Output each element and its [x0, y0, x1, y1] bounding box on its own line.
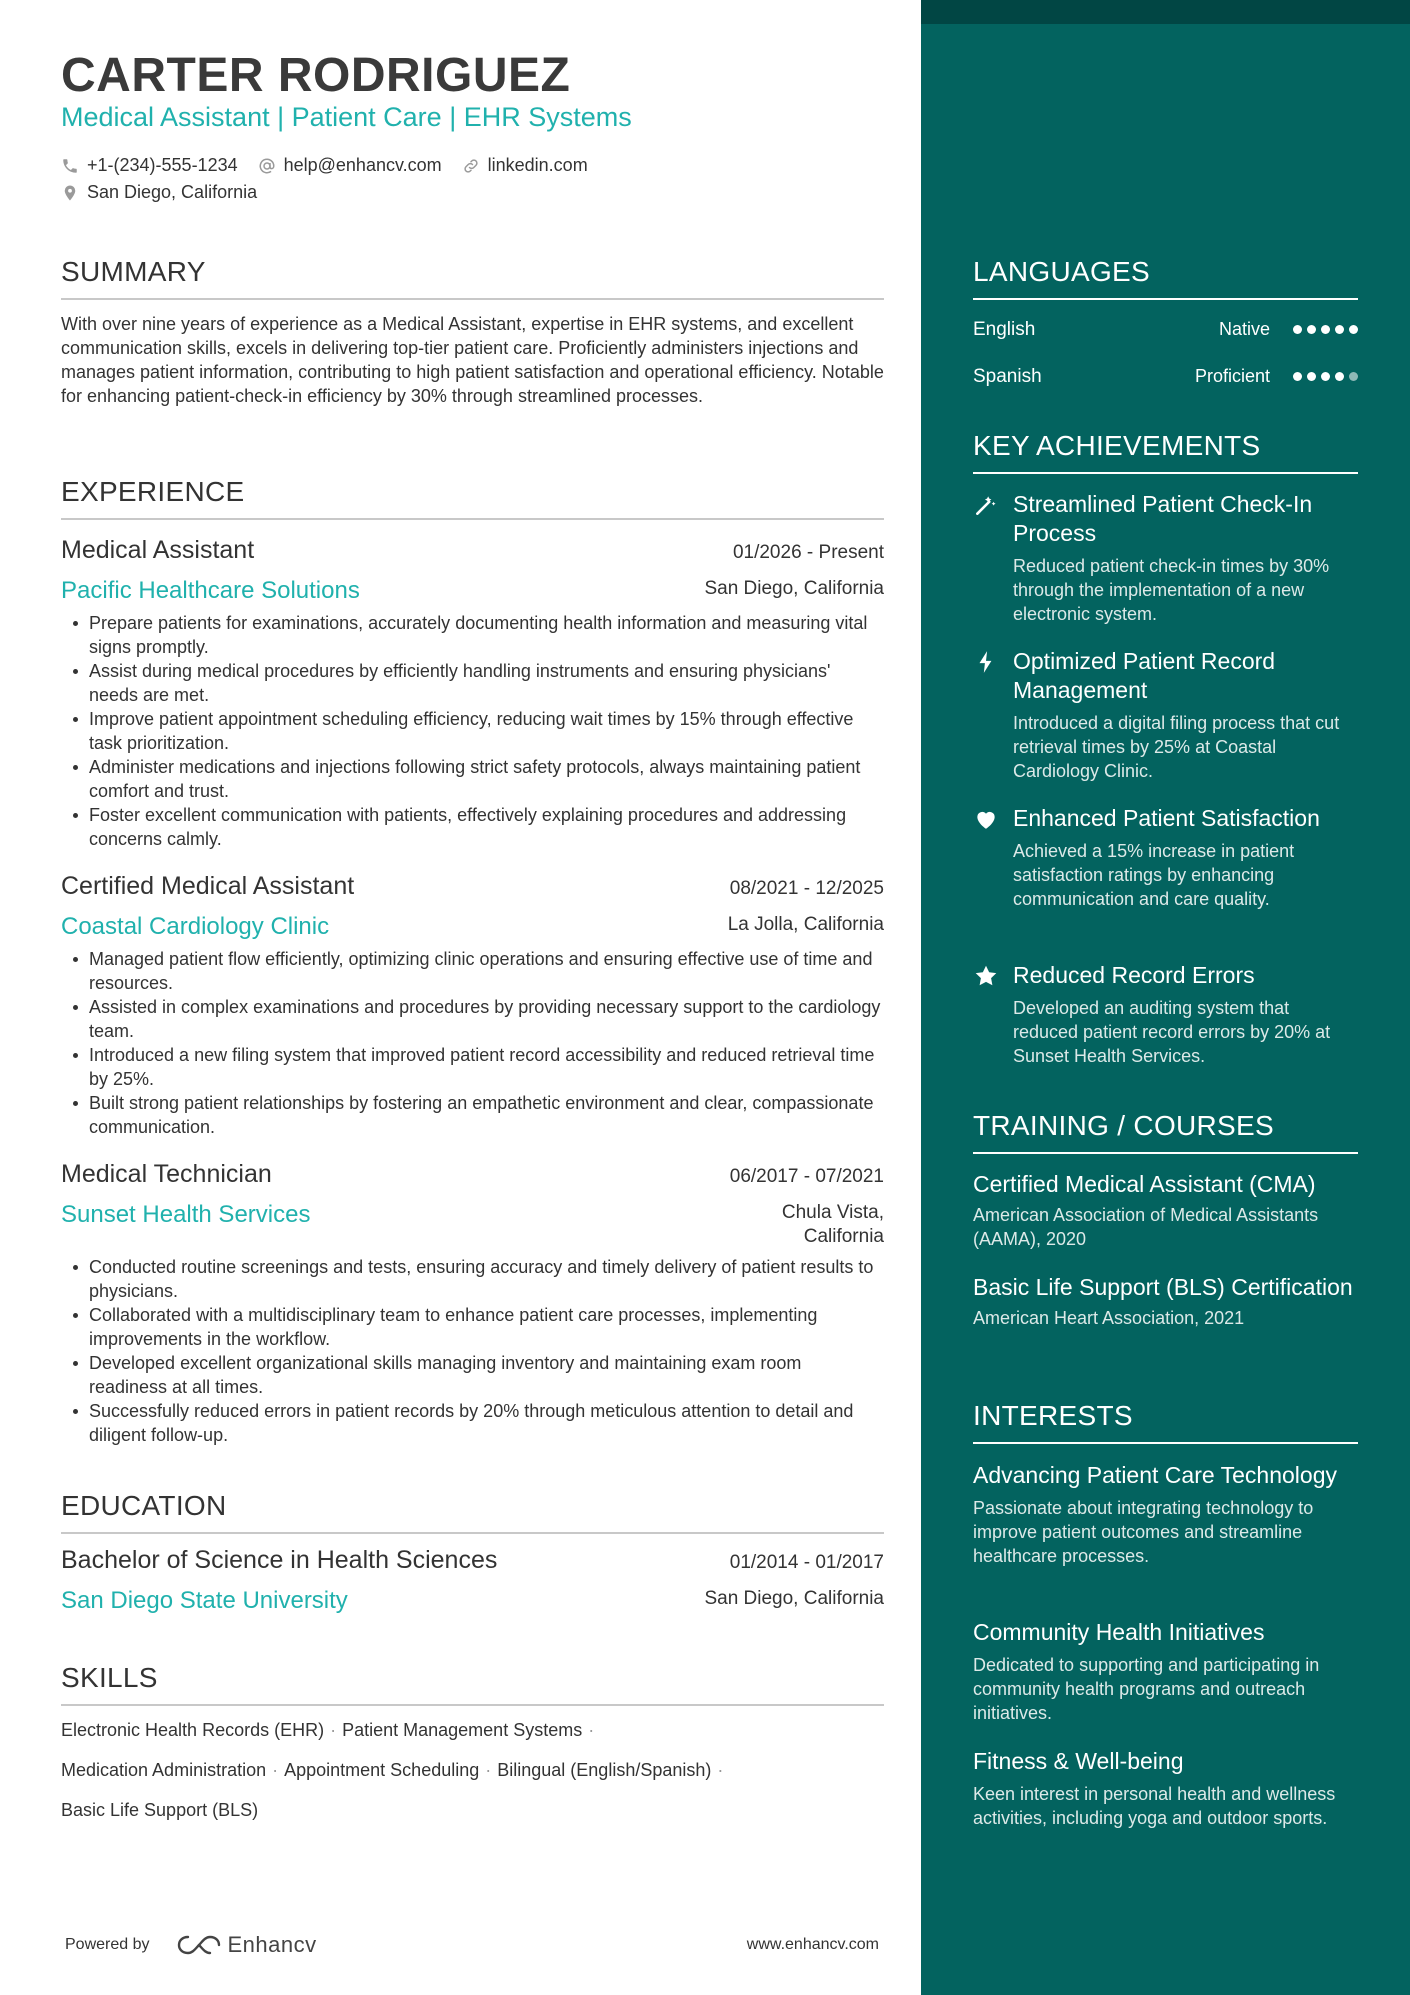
- rating-dot: [1307, 325, 1316, 334]
- rating-dot: [1293, 325, 1302, 334]
- bullet-item: Managed patient flow efficiently, optimizing clinic operations and ensuring effective use of time and resources.: [61, 947, 884, 995]
- summary-title: SUMMARY: [61, 256, 206, 287]
- bullet-item: Developed excellent organizational skills managing inventory and maintaining exam room readiness at all times.: [61, 1351, 884, 1399]
- skill-item: Basic Life Support (BLS): [61, 1800, 259, 1820]
- experience-title: EXPERIENCE: [61, 476, 245, 507]
- phone-text: +1-(234)-555-1234: [87, 155, 238, 175]
- language-level: Proficient: [1194, 366, 1270, 386]
- training-title: TRAINING / COURSES: [973, 1110, 1274, 1141]
- divider: [973, 1442, 1358, 1444]
- divider: [973, 298, 1358, 300]
- rating-dot: [1321, 372, 1330, 381]
- education-title: EDUCATION: [61, 1490, 227, 1521]
- brand-name: Enhancv: [227, 1932, 317, 1957]
- divider: [973, 1152, 1358, 1154]
- course-org: American Heart Association, 2021: [973, 1308, 1245, 1328]
- rating-dot: [1293, 372, 1302, 381]
- experience-item: [61, 1160, 884, 1447]
- summary-section: [61, 256, 884, 408]
- job-title: Medical Technician: [61, 1160, 272, 1188]
- skills-section: [61, 1662, 884, 1838]
- interest-title: Fitness & Well-being: [973, 1748, 1184, 1774]
- achievement-item: [973, 961, 1358, 1068]
- powered-by-label: Powered by: [65, 1936, 150, 1953]
- education-location: San Diego, California: [704, 1588, 884, 1609]
- job-title: Medical Assistant: [61, 536, 255, 564]
- interest-desc: Keen interest in personal health and wellness activities, including yoga and outdoor sports.: [973, 1784, 1336, 1828]
- interests-title: INTERESTS: [973, 1400, 1133, 1431]
- course-item: [973, 1170, 1358, 1251]
- language-name: Spanish: [973, 365, 1042, 387]
- bullet-item: Assisted in complex examinations and procedures by providing necessary support to the cardiology team.: [61, 995, 884, 1043]
- divider: [61, 298, 884, 300]
- job-location-line: California: [803, 1226, 884, 1247]
- company-name: Sunset Health Services: [61, 1201, 311, 1228]
- job-location: San Diego, California: [704, 578, 884, 599]
- rating-dot: [1335, 372, 1344, 381]
- skill-item: Electronic Health Records (EHR): [61, 1720, 325, 1740]
- experience-item: [61, 872, 884, 1139]
- interest-desc: Dedicated to supporting and participating in community health programs and outreach initiatives.: [973, 1655, 1320, 1723]
- course-title: Certified Medical Assistant (CMA): [973, 1171, 1316, 1197]
- bullet-item: Improve patient appointment scheduling efficiency, reducing wait times by 15% through effective task prioritization.: [61, 707, 884, 755]
- job-location-line: Chula Vista,: [781, 1202, 884, 1223]
- achievement-item: [973, 804, 1358, 911]
- footer-url[interactable]: www.enhancv.com: [746, 1936, 879, 1953]
- languages-title: LANGUAGES: [973, 256, 1150, 287]
- company-name: Coastal Cardiology Clinic: [61, 913, 330, 940]
- sidebar: [921, 0, 1410, 1995]
- bullet-item: Successfully reduced errors in patient records by 20% through meticulous attention to detail and diligent follow-up.: [61, 1399, 884, 1447]
- star-icon: [973, 963, 999, 989]
- achievements-section: [973, 430, 1358, 474]
- course-org: American Association of Medical Assistants (AAMA), 2020: [973, 1205, 1319, 1249]
- candidate-name: CARTER RODRIGUEZ: [61, 49, 571, 102]
- interests-section: [973, 1400, 1358, 1444]
- bullet-item: Conducted routine screenings and tests, ensuring accuracy and timely delivery of patient results to physicians.: [61, 1255, 884, 1303]
- achievement-desc: Developed an auditing system that reduced patient record errors by 20% at Sunset Health Services.: [1013, 998, 1331, 1066]
- experience-item: [61, 536, 884, 851]
- rating-dot: [1335, 325, 1344, 334]
- job-location: La Jolla, California: [727, 914, 884, 935]
- brand-logo[interactable]: [176, 1932, 317, 1958]
- course-title: Basic Life Support (BLS) Certification: [973, 1274, 1353, 1300]
- achievement-desc: Reduced patient check-in times by 30% through the implementation of a new electronic system.: [1013, 556, 1330, 624]
- rating-dot: [1321, 325, 1330, 334]
- email-text: help@enhancv.com: [283, 155, 442, 175]
- language-name: English: [973, 318, 1036, 340]
- contact-email[interactable]: [258, 155, 442, 176]
- divider: [61, 1532, 884, 1534]
- job-date: 08/2021 - 12/2025: [729, 878, 884, 899]
- achievement-title: Enhanced Patient Satisfaction: [1013, 805, 1320, 831]
- interest-desc: Passionate about integrating technology to improve patient outcomes and streamline healthcare processes.: [973, 1498, 1314, 1566]
- language-level: Native: [1218, 319, 1270, 339]
- education-section: [61, 1490, 884, 1615]
- interest-item: [973, 1747, 1358, 1830]
- skill-item: Bilingual (English/Spanish): [497, 1760, 712, 1780]
- location-text: San Diego, California: [87, 182, 258, 202]
- achievement-desc: Introduced a digital filing process that cut retrieval times by 25% at Coastal Cardiology Clinic.: [1013, 713, 1340, 781]
- job-bullets: [61, 947, 884, 1139]
- divider: [973, 472, 1358, 474]
- job-location: [782, 1201, 884, 1249]
- contact-phone[interactable]: [61, 155, 238, 176]
- bullet-item: Collaborated with a multidisciplinary team to enhance patient care processes, implementing improvements in the workflow.: [61, 1303, 884, 1351]
- course-item: [973, 1273, 1358, 1330]
- footer: [65, 1932, 879, 1958]
- linkedin-text: linkedin.com: [487, 155, 588, 175]
- bullet-item: Assist during medical procedures by efficiently handling instruments and ensuring physicians' needs are met.: [61, 659, 884, 707]
- job-bullets: [61, 1255, 884, 1447]
- divider: [61, 1704, 884, 1706]
- bullet-item: Administer medications and injections following strict safety protocols, always maintaining patient comfort and trust.: [61, 755, 884, 803]
- contact-info: [61, 152, 884, 206]
- headline: Medical Assistant | Patient Care | EHR Systems: [61, 102, 632, 132]
- rating-dot: [1307, 372, 1316, 381]
- magic-wand-icon: [973, 492, 999, 518]
- bullet-item: Introduced a new filing system that improved patient record accessibility and reduced retrieval time by 25%.: [61, 1043, 884, 1091]
- skills-title: SKILLS: [61, 1662, 158, 1693]
- interest-item: [973, 1461, 1358, 1568]
- rating-dot: [1349, 325, 1358, 334]
- job-title: Certified Medical Assistant: [61, 872, 355, 900]
- interest-title: Community Health Initiatives: [973, 1619, 1265, 1645]
- achievements-title: KEY ACHIEVEMENTS: [973, 430, 1261, 461]
- rating-dot: [1349, 372, 1358, 381]
- language-item: [973, 353, 1358, 400]
- divider: [61, 518, 884, 520]
- school-name: San Diego State University: [61, 1587, 348, 1614]
- job-date: 06/2017 - 07/2021: [729, 1166, 884, 1187]
- contact-location: [61, 182, 257, 203]
- interest-item: [973, 1618, 1358, 1725]
- job-date: 01/2026 - Present: [732, 542, 884, 563]
- sidebar-top-band: [921, 0, 1410, 24]
- achievement-item: [973, 490, 1358, 626]
- location-pin-icon: [61, 184, 79, 202]
- at-icon: [258, 157, 276, 175]
- skill-item: Medication Administration: [61, 1760, 267, 1780]
- summary-text: With over nine years of experience as a Medical Assistant, expertise in EHR systems, and excellent communication skills, excels in delivering top-tier patient care. Proficiently administers injections and manages patient information, contributing to high patient satisfaction and operational efficiency. Notable for enhancing patient-check-in efficiency by 30% through streamlined processes.: [61, 314, 884, 406]
- heart-icon: [973, 806, 999, 832]
- company-name: Pacific Healthcare Solutions: [61, 577, 360, 604]
- education-date: 01/2014 - 01/2017: [729, 1552, 884, 1573]
- achievement-title: Reduced Record Errors: [1013, 962, 1255, 988]
- achievement-desc: Achieved a 15% increase in patient satisfaction ratings by enhancing communication and care quality.: [1013, 841, 1295, 909]
- contact-linkedin[interactable]: [462, 155, 588, 176]
- job-bullets: [61, 611, 884, 851]
- language-item: [973, 306, 1358, 353]
- skills-list: Electronic Health Records (EHR) · Patient Management Systems · Medication Administration · Appointment Scheduling · Bilingual (English/Spanish) · Basic Life Support (BLS): [61, 1720, 724, 1820]
- lightning-bolt-icon: [973, 649, 999, 675]
- link-icon: [462, 157, 480, 175]
- achievement-item: [973, 647, 1358, 783]
- skill-item: Appointment Scheduling: [284, 1760, 480, 1780]
- achievement-title: Optimized Patient Record Management: [1013, 648, 1276, 703]
- enhancv-logo-icon: [176, 1933, 222, 1957]
- degree: Bachelor of Science in Health Sciences: [61, 1546, 498, 1574]
- language-rating: [1288, 325, 1358, 334]
- language-rating: [1288, 372, 1358, 381]
- phone-icon: [61, 157, 79, 175]
- experience-section: [61, 476, 884, 520]
- powered-by: [65, 1932, 317, 1958]
- bullet-item: Built strong patient relationships by fostering an empathetic environment and clear, compassionate communication.: [61, 1091, 884, 1139]
- training-section: [973, 1110, 1358, 1154]
- achievement-title: Streamlined Patient Check-In Process: [1013, 491, 1313, 546]
- bullet-item: Prepare patients for examinations, accurately documenting health information and measuring vital signs promptly.: [61, 611, 884, 659]
- skill-item: Patient Management Systems: [342, 1720, 583, 1740]
- bullet-item: Foster excellent communication with patients, effectively explaining procedures and addressing concerns calmly.: [61, 803, 884, 851]
- interest-title: Advancing Patient Care Technology: [973, 1462, 1337, 1488]
- languages-section: [973, 256, 1358, 400]
